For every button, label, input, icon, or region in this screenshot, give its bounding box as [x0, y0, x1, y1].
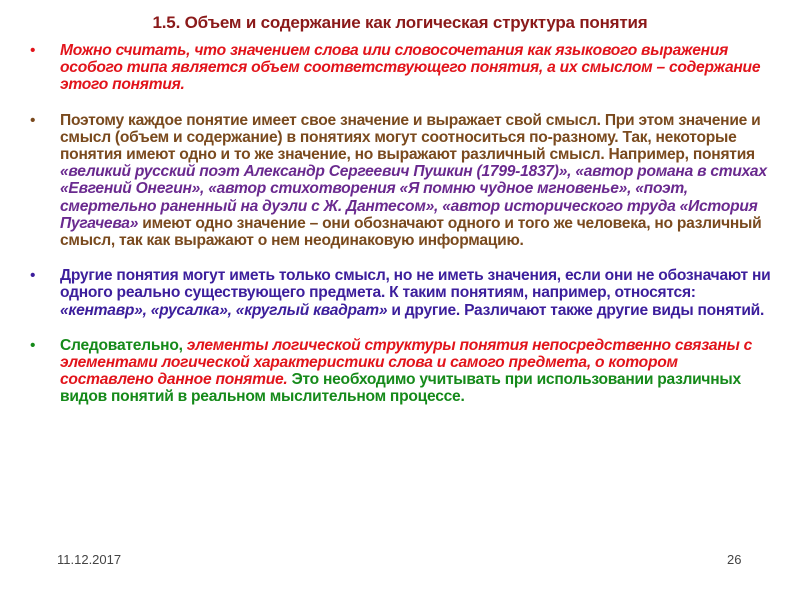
- bullet-text-2b: имеют одно значение – они обозначают одного и того же человека, но различный смысл, так как выражают о нем неодинаковую информацию.: [60, 214, 762, 250]
- bullet-item-2: [30, 112, 775, 250]
- bullet-marker: •: [30, 111, 36, 129]
- bullet-list: [30, 42, 775, 406]
- bullet-text-4-emphasis: элементы логической структуры понятия непосредственно связаны с элементами логической характеристики слова и самого предмета, о котором составлено данное понятие.: [60, 336, 753, 389]
- bullet-text-1: Можно считать, что значением слова или словосочетания как языкового выражения особого типа является объем соответствующего понятия, а их смыслом – содержание этого понятия.: [60, 42, 761, 94]
- bullet-text-2a: Поэтому каждое понятие имеет свое значение и выражает свой смысл. При этом значение и смысл (объем и содержание) в понятиях могут соотноситься по-разному. Так, некоторые понятия имеют одно и то же значение, но выражают различный смысл. Например, понятия: [60, 111, 761, 164]
- bullet-marker: •: [30, 42, 36, 59]
- bullet-item-4: [30, 337, 775, 406]
- footer-date: 11.12.2017: [57, 552, 122, 567]
- slide-title: 1.5. Объем и содержание как логическая структура понятия: [152, 13, 648, 32]
- bullet-item-3: [30, 267, 775, 319]
- bullet-text-3-emphasis: «кентавр», «русалка», «круглый квадрат»: [60, 301, 388, 319]
- bullet-item-1: [30, 42, 775, 94]
- bullet-marker: •: [30, 336, 36, 354]
- bullet-text-4b: Это необходимо учитывать при использовании различных видов понятий в реальном мыслительном процессе.: [60, 371, 741, 406]
- page-number: 26: [727, 552, 742, 567]
- bullet-text-2-emphasis: «великий русский поэт Александр Сергеевич Пушкин (1799-1837)», «автор романа в стихах «Евгений Онегин», «автор стихотворения «Я помню чудное мгновенье», «поэт, смертельно раненный на дуэли с Ж. Дантесом», «автор исторического труда «История Пугачева»: [60, 163, 767, 232]
- bullet-text-3b: и другие. Различают также другие виды понятий.: [387, 301, 765, 319]
- bullet-marker: •: [30, 267, 36, 285]
- bullet-text-4a: Следовательно,: [60, 336, 187, 354]
- bullet-text-3a: Другие понятия могут иметь только смысл, но не иметь значения, если они не обозначают ни одного реально существующего предмета. К таким понятиям, например, относятся:: [60, 267, 771, 302]
